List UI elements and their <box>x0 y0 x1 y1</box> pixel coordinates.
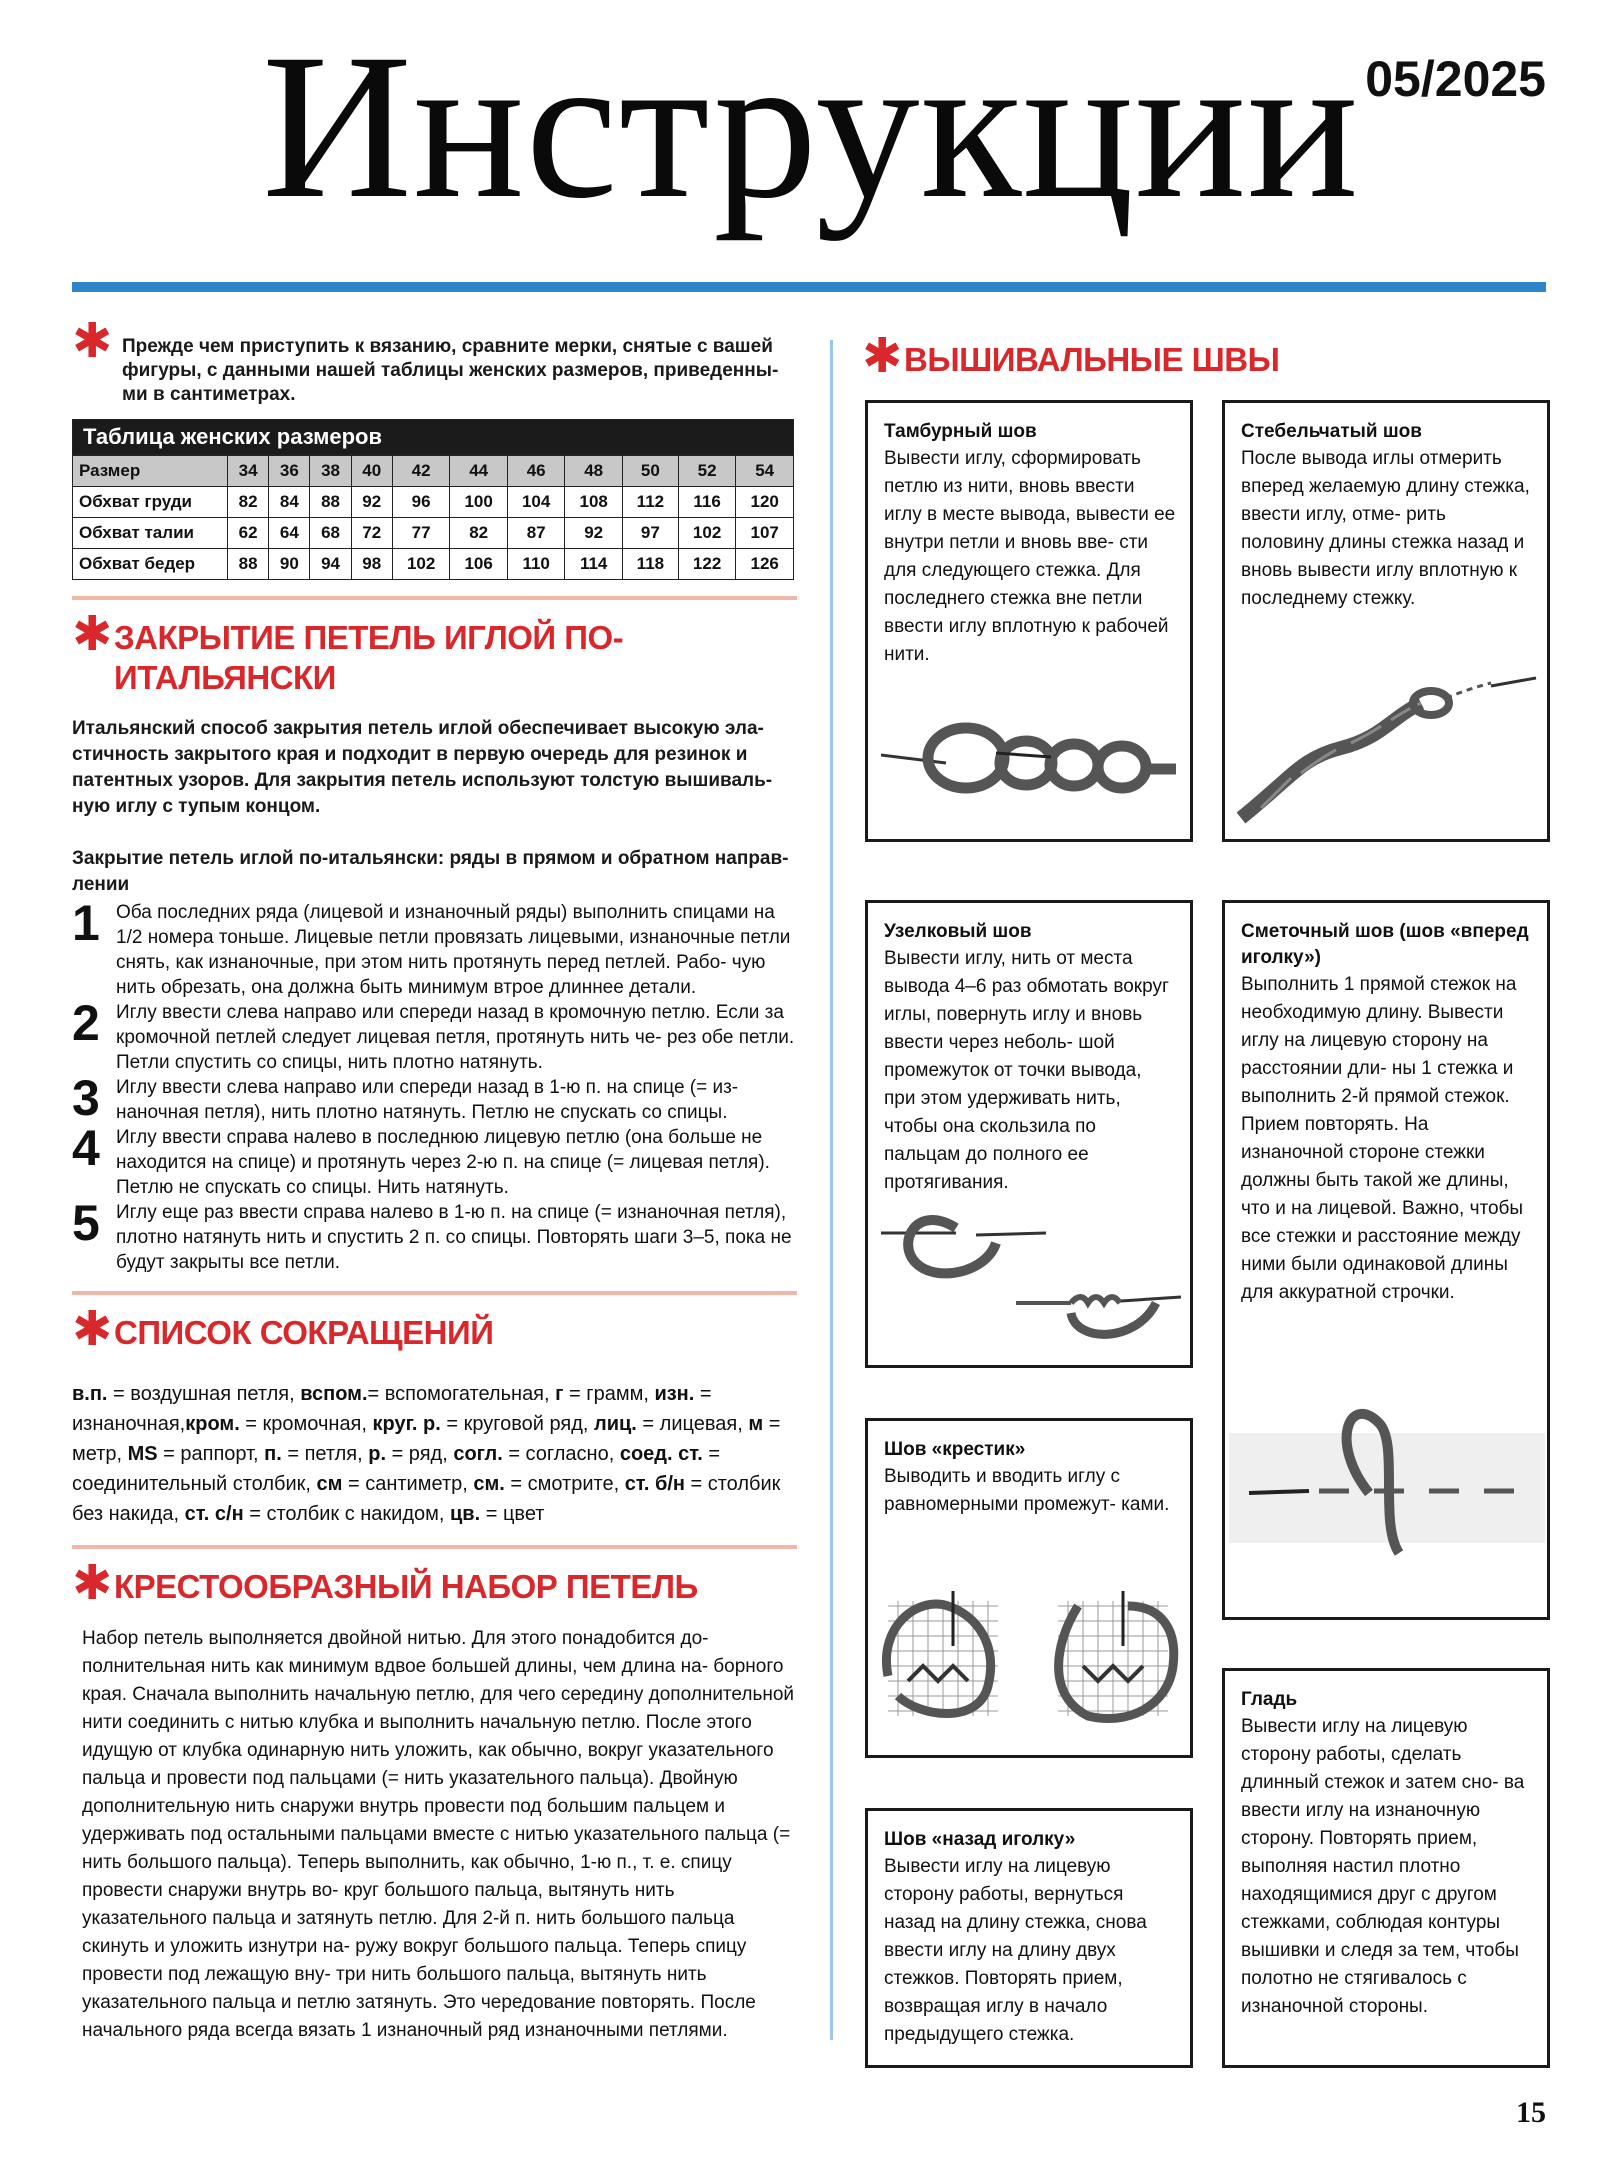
abbreviation-key: изн. <box>654 1383 695 1405</box>
abbreviation-key: ст. б/н <box>624 1473 685 1495</box>
abbreviation-key: г <box>555 1383 564 1405</box>
stitch-text: Вывести иглу на лицевую сторону работы, вернуться назад на длину стежка, снова ввести иглу на длину двух стежков. Повторять прием, возвращая иглу в начало предыдущего стежка. <box>884 1856 1147 2045</box>
size-table-cell: 108 <box>565 487 623 518</box>
stitch-text: Вывести иглу, нить от места вывода 4–6 раз обмотать вокруг иглы, повернуть иглу и вновь ввести через неболь- шой промежуток от точки вывода, при этом удерживать нить, чтобы она скользила по пальцам до полного ее протягивания. <box>884 948 1169 1193</box>
size-table-cell: 118 <box>622 549 678 580</box>
stitch-title: Шов «назад иголку» <box>884 1829 1076 1850</box>
size-table-cell: 120 <box>736 487 794 518</box>
size-table-header-cell: 42 <box>392 456 450 487</box>
abbreviation-value: = грамм, <box>563 1383 655 1405</box>
abbreviation-key: круг. р. <box>372 1413 441 1435</box>
size-table-cell: 88 <box>228 549 269 580</box>
header-rule <box>72 282 1546 292</box>
asterisk-icon: ✱ <box>72 1301 112 1357</box>
abbreviation-value: = круговой ряд, <box>440 1413 595 1435</box>
stitch-title: Шов «крестик» <box>884 1439 1026 1460</box>
size-table-caption: Таблица женских размеров <box>72 419 794 455</box>
size-table-row <box>73 518 794 549</box>
cast-on-text: Набор петель выполняется двойной нитью. Для этого понадобится до- полнительная нить как минимум вдвое большей длины, чем длина на- борного края. Сначала выполнить начальную петлю, для чего середину дополнительной нити соединить с нитью клубка и выполнить начальную петлю. После этого идущую от клубка одинарную нить уложить, как обычно, вокруг указательного пальца и провести под пальцами (= нить указательного пальца). Двойную дополнительную нить снаружи внутрь провести под большим пальцем и удерживать под остальными пальцами вместе с нитью указательного пальца (= нить большого пальца). Теперь выполнить, как обычно, 1-ю п., т. е. спицу провести снаружи внутрь во- круг большого пальца, вытянуть нить указательного пальца и затянуть петлю. Для 2-й п. нить большого пальца скинуть и уложить изнутри на- ружу вокруг большого пальца. Теперь спицу провести под лежащую вну- три нить большого пальца, вытянуть нить указательного пальца и петлю затянуть. Это чередование повторять. После начального ряда всегда вязать 1 изнаночный ряд изнаночными петлями. <box>82 1628 795 2041</box>
size-table-cell: 72 <box>351 518 392 549</box>
abbreviation-value: = кромочная, <box>239 1413 373 1435</box>
size-table-cell: 82 <box>228 487 269 518</box>
knot-stitch-illustration <box>876 1193 1186 1353</box>
size-table-row <box>73 549 794 580</box>
italian-intro: Итальянский способ закрытия петель иглой обеспечивает высокую эла- стичность закрытого края и подходит в первую очередь для резинок и патентных узоров. Для закрытия петель используют толстую вышиваль- ную иглу с тупым концом. <box>72 718 773 817</box>
size-table-cell: 104 <box>507 487 565 518</box>
abbreviation-value: = согласно, <box>502 1443 620 1465</box>
stitch-card-backstitch <box>865 1808 1193 2068</box>
section-heading-cast-on <box>72 1555 797 1611</box>
size-table-cell: 92 <box>351 487 392 518</box>
size-table-header-cell: 36 <box>269 456 310 487</box>
intro-text: Прежде чем приступить к вязанию, сравните мерки, снятые с вашей фигуры, с данными нашей таблицы женских размеров, приведенны- ми в сантиметрах. <box>122 336 779 405</box>
embroidery-section <box>862 328 1562 384</box>
size-table-cell: 106 <box>450 549 508 580</box>
stitch-card-satin <box>1222 1668 1550 2068</box>
italian-step <box>72 995 797 1075</box>
cross-stitch-illustration <box>878 1586 1183 1736</box>
size-table-cell: 87 <box>507 518 565 549</box>
masthead <box>0 0 1614 300</box>
size-table-cell: 122 <box>678 549 736 580</box>
section-divider <box>72 596 797 600</box>
stitch-text: Выводить и вводить иглу с равномерными промежут- ками. <box>884 1466 1170 1515</box>
size-table-cell: 100 <box>450 487 508 518</box>
stitch-title: Сметочный шов (шов «вперед иголку») <box>1241 921 1529 968</box>
size-table-cell: 84 <box>269 487 310 518</box>
size-table-cell: 102 <box>392 549 450 580</box>
size-table-row-label: Обхват бедер <box>73 549 228 580</box>
size-table-cell: 77 <box>392 518 450 549</box>
abbreviation-key: кром. <box>185 1413 240 1435</box>
size-table-cell: 97 <box>622 518 678 549</box>
size-table-cell: 92 <box>565 518 623 549</box>
stitch-card-chain <box>865 400 1193 842</box>
size-table-cell: 96 <box>392 487 450 518</box>
section-heading-text: ВЫШИВАЛЬНЫЕ ШВЫ <box>904 341 1280 378</box>
size-table-header-cell: 38 <box>310 456 351 487</box>
stitch-text: После вывода иглы отмерить вперед желаемую длину стежка, ввести иглу, отме- рить половину длины стежка назад и вновь вывести иглу вплотную к последнему стежку. <box>1241 448 1530 609</box>
abbreviation-value: = сантиметр, <box>342 1473 474 1495</box>
stitch-title: Узелковый шов <box>884 921 1032 942</box>
abbreviation-value: = цвет <box>480 1503 545 1525</box>
abbreviation-key: м <box>748 1413 764 1435</box>
running-stitch-illustration <box>1229 1383 1545 1583</box>
stitch-card-cross <box>865 1418 1193 1758</box>
abbreviation-key: лиц. <box>594 1413 637 1435</box>
intro-note <box>72 313 797 407</box>
size-table-header-label: Размер <box>73 456 228 487</box>
size-table-cell: 62 <box>228 518 269 549</box>
italian-step <box>72 1120 797 1200</box>
size-table-cell: 90 <box>269 549 310 580</box>
size-table-cell: 107 <box>736 518 794 549</box>
section-heading-text: ЗАКРЫТИЕ ПЕТЕЛЬ ИГЛОЙ ПО-ИТАЛЬЯНСКИ <box>114 619 624 696</box>
step-text: Иглу ввести справа налево в последнюю лицевую петлю (она больше не находится на спице) и протянуть через 2-ю п. на спице (= лицевая петля). Петлю не спускать со спицы. Нить натянуть. <box>116 1127 770 1198</box>
size-table-cell: 88 <box>310 487 351 518</box>
stitch-text: Вывести иглу, сформировать петлю из нити, вновь ввести иглу в месте вывода, вывести ее внутри петли и вновь вве- сти для следующего стежка. Для последнего стежка вне петли ввести иглу вплотную к рабочей нити. <box>884 448 1176 665</box>
size-table-row-label: Обхват талии <box>73 518 228 549</box>
section-divider <box>72 1291 797 1295</box>
abbreviation-key: цв. <box>450 1503 481 1525</box>
stitch-title: Тамбурный шов <box>884 421 1037 442</box>
step-text: Оба последних ряда (лицевой и изнаночный ряды) выполнить спицами на 1/2 номера тоньше. Лицевые петли провязать лицевыми, изнаночные петли снять, как изнаночные, при этом нить протянуть перед петлей. Рабо- чую нить обрезать, она должна быть минимум втрое длиннее детали. <box>116 902 791 998</box>
size-table-header-cell: 52 <box>678 456 736 487</box>
abbreviation-key: р. <box>368 1443 387 1465</box>
chain-stitch-illustration <box>876 703 1181 823</box>
abbreviation-value: = смотрите, <box>504 1473 625 1495</box>
abbreviation-key: ст. с/н <box>184 1503 244 1525</box>
stitch-card-running <box>1222 900 1550 1620</box>
section-heading-text: КРЕСТООБРАЗНЫЙ НАБОР ПЕТЕЛЬ <box>114 1568 698 1605</box>
step-text: Иглу ввести слева направо или спереди назад в 1-ю п. на спице (= из- наночная петля), нить плотно натянуть. Петлю не спускать со спицы. <box>116 1077 739 1123</box>
abbreviation-value: = вспомогательная, <box>367 1383 556 1405</box>
abbreviation-value: = лицевая, <box>636 1413 749 1435</box>
size-table-header-cell: 54 <box>736 456 794 487</box>
step-number: 4 <box>72 1120 100 1176</box>
abbreviation-list <box>72 1379 797 1529</box>
abbreviation-key: п. <box>264 1443 282 1465</box>
stitch-card-french-knot <box>865 900 1193 1368</box>
stitch-title: Стебельчатый шов <box>1241 421 1422 442</box>
abbreviation-value: = петля, <box>281 1443 369 1465</box>
size-table-header-cell: 50 <box>622 456 678 487</box>
size-table-cell: 112 <box>622 487 678 518</box>
italian-step <box>72 1070 797 1126</box>
page-number: 15 <box>1516 2096 1546 2129</box>
italian-subhead: Закрытие петель иглой по-итальянски: ряды в прямом и обратном направ- лении <box>72 848 789 895</box>
left-column <box>72 313 797 2045</box>
size-table-row <box>73 487 794 518</box>
stitch-title: Гладь <box>1241 1689 1298 1710</box>
size-table-cell: 116 <box>678 487 736 518</box>
size-table-header-row <box>73 456 794 487</box>
abbreviation-value: = изнаночная, <box>72 1383 712 1435</box>
italian-step <box>72 895 797 1000</box>
section-heading-italian <box>72 606 797 698</box>
size-table-cell: 64 <box>269 518 310 549</box>
asterisk-icon: ✱ <box>72 1555 112 1611</box>
step-number: 5 <box>72 1195 100 1251</box>
size-table-cell: 102 <box>678 518 736 549</box>
size-table-cell: 94 <box>310 549 351 580</box>
size-table-cell: 126 <box>736 549 794 580</box>
abbreviation-value: = соединительный столбик, <box>72 1443 721 1495</box>
size-table-cell: 82 <box>450 518 508 549</box>
abbreviation-value: = метр, <box>72 1413 781 1465</box>
size-table-header-cell: 44 <box>450 456 508 487</box>
abbreviation-key: соед. ст. <box>619 1443 703 1465</box>
abbreviation-key: см <box>316 1473 343 1495</box>
stitch-text: Выполнить 1 прямой стежок на необходимую длину. Вывести иглу на лицевую сторону на расстоянии дли- ны 1 стежка и выполнить 2-й прямой стежок. Прием повторять. На изнаночной стороне стежки должны быть такой же длины, что и на лицевой. Важно, чтобы все стежки и расстояние между ними были одинаковой длины для аккуратной строчки. <box>1241 974 1524 1303</box>
italian-step <box>72 1195 797 1275</box>
abbreviation-key: MS <box>127 1443 158 1465</box>
size-table-cell: 68 <box>310 518 351 549</box>
abbreviation-key: см. <box>473 1473 505 1495</box>
abbreviation-value: = раппорт, <box>157 1443 265 1465</box>
abbreviation-key: согл. <box>453 1443 503 1465</box>
issue-number: 05/2025 <box>1365 51 1546 107</box>
stem-stitch-illustration <box>1231 648 1541 828</box>
abbreviation-value: = столбик с накидом, <box>243 1503 451 1525</box>
asterisk-icon: ✱ <box>72 313 113 369</box>
stitch-card-stem <box>1222 400 1550 842</box>
page-title: Инструкции <box>262 11 1360 241</box>
stitch-text: Вывести иглу на лицевую сторону работы, сделать длинный стежок и затем сно- ва ввести иглу на изнаночную сторону. Повторять прием, выполняя настил плотно находящимися друг с другом стежками, соблюдая контуры вышивки и следя за тем, чтобы полотно не стягивалось с изнаночной стороны. <box>1241 1716 1525 2017</box>
asterisk-icon: ✱ <box>72 606 112 662</box>
step-number: 3 <box>72 1070 100 1126</box>
step-text: Иглу ввести слева направо или спереди назад в кромочную петлю. Если за кромочной петлей следует лицевая петля, протянуть нить че- рез обе петли. Петли спустить со спицы, нить плотно натянуть. <box>116 1002 795 1073</box>
size-table <box>72 419 794 580</box>
section-heading-embroidery <box>862 328 1562 384</box>
section-heading-text: СПИСОК СОКРАЩЕНИЙ <box>114 1314 494 1351</box>
step-text: Иглу еще раз ввести справа налево в 1-ю п. на спице (= изнаночная петля), плотно натянуть нить и спустить 2 п. со спицы. Повторять шаги 3–5, пока не будут закрыты все петли. <box>116 1202 792 1273</box>
size-table-cell: 98 <box>351 549 392 580</box>
column-separator <box>830 340 833 2040</box>
step-number: 2 <box>72 995 100 1051</box>
size-table-cell: 110 <box>507 549 565 580</box>
abbreviation-key: вспом. <box>300 1383 368 1405</box>
size-table-header-cell: 34 <box>228 456 269 487</box>
abbreviation-value: = столбик без накида, <box>72 1473 781 1525</box>
section-heading-abbrev <box>72 1301 797 1357</box>
abbreviation-value: = ряд, <box>386 1443 454 1465</box>
abbreviation-value: = воздушная петля, <box>107 1383 301 1405</box>
size-table-cell: 114 <box>565 549 623 580</box>
size-table-header-cell: 46 <box>507 456 565 487</box>
section-divider <box>72 1545 797 1549</box>
size-table-row-label: Обхват груди <box>73 487 228 518</box>
size-table-header-cell: 40 <box>351 456 392 487</box>
asterisk-icon: ✱ <box>862 328 902 384</box>
italian-steps <box>72 895 797 1275</box>
step-number: 1 <box>72 895 100 951</box>
size-table-header-cell: 48 <box>565 456 623 487</box>
abbreviation-key: в.п. <box>72 1383 108 1405</box>
